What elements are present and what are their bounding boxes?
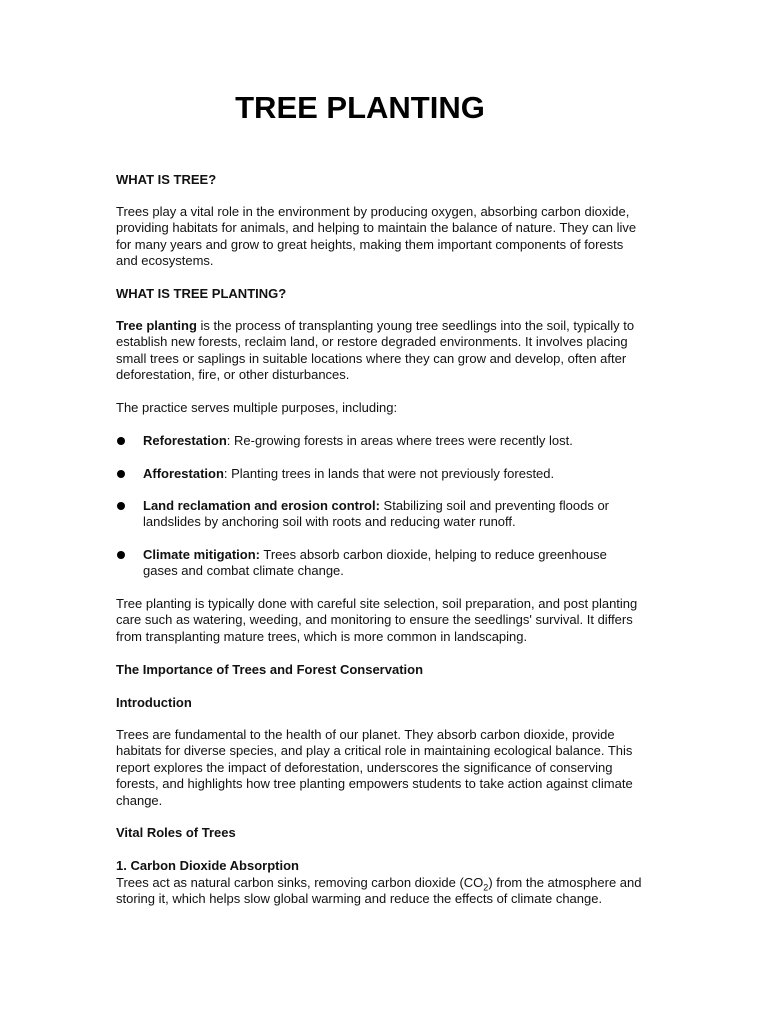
heading-vital-roles: Vital Roles of Trees bbox=[116, 825, 236, 840]
paragraph-carbon-dioxide-absorption bbox=[116, 875, 644, 908]
list-item-text: Trees absorb carbon dioxide, helping to reduce greenhouse gases and combat climate change. bbox=[143, 547, 607, 579]
heading-carbon-dioxide-absorption: 1. Carbon Dioxide Absorption bbox=[116, 858, 299, 873]
list-item-reforestation bbox=[116, 433, 644, 449]
heading-importance-of-trees: The Importance of Trees and Forest Conservation bbox=[116, 662, 424, 677]
bullet-icon bbox=[117, 470, 125, 478]
list-item-afforestation bbox=[116, 466, 644, 482]
heading-what-is-tree: WHAT IS TREE? bbox=[116, 172, 217, 187]
heading-introduction: Introduction bbox=[116, 695, 192, 710]
tree-planting-definition-text: is the process of transplanting young tree seedlings into the soil, typically to establish new forests, reclaim land, or restore degraded environments. It involves placing small trees or saplings in suitable locations where they can grow and develop, often after deforestation, fire, or other disturbances. bbox=[116, 318, 635, 383]
list-item-term: Climate mitigation: bbox=[143, 547, 261, 562]
list-item-term: Reforestation bbox=[143, 433, 227, 448]
bullet-icon bbox=[117, 502, 125, 510]
list-item-text: : Re-growing forests in areas where trees were recently lost. bbox=[226, 433, 573, 448]
paragraph-tree-planting-definition bbox=[116, 318, 644, 384]
list-item-text: : Planting trees in lands that were not previously forested. bbox=[223, 466, 555, 481]
paragraph-purposes-intro: The practice serves multiple purposes, including: bbox=[116, 400, 398, 415]
list-item-text: Stabilizing soil and preventing floods or landslides by anchoring soil with roots and reducing water runoff. bbox=[143, 498, 610, 530]
list-item-term: Land reclamation and erosion control: bbox=[143, 498, 380, 513]
list-item-term: Afforestation bbox=[143, 466, 224, 481]
tree-planting-term: Tree planting bbox=[116, 318, 197, 333]
page-title: TREE PLANTING bbox=[235, 90, 485, 125]
bullet-icon bbox=[117, 551, 125, 559]
paragraph-planting-process: Tree planting is typically done with careful site selection, soil preparation, and post planting care such as watering, weeding, and monitoring to ensure the seedlings' survival. It differs from transplanting mature trees, which is more common in landscaping. bbox=[116, 596, 638, 644]
co2-subscript: 2 bbox=[483, 882, 489, 893]
bullet-icon bbox=[117, 437, 125, 445]
paragraph-introduction: Trees are fundamental to the health of our planet. They absorb carbon dioxide, provide habitats for diverse species, and play a critical role in maintaining ecological balance. This report explores the impact of deforestation, underscores the significance of conserving forests, and highlights how tree planting empowers students to take action against climate change. bbox=[116, 727, 633, 808]
co2-text-before: Trees act as natural carbon sinks, removing carbon dioxide (CO bbox=[116, 875, 484, 890]
list-item-land-reclamation bbox=[116, 498, 644, 531]
co2-text-after: ) from the atmosphere and storing it, which helps slow global warming and reduce the effects of climate change. bbox=[116, 875, 642, 907]
list-item-climate-mitigation bbox=[116, 547, 644, 580]
paragraph-what-is-tree: Trees play a vital role in the environment by producing oxygen, absorbing carbon dioxide, providing habitats for animals, and helping to maintain the balance of nature. They can live for many years and grow to great heights, making them important components of forests and ecosystems. bbox=[116, 204, 637, 269]
heading-what-is-tree-planting: WHAT IS TREE PLANTING? bbox=[116, 286, 287, 301]
